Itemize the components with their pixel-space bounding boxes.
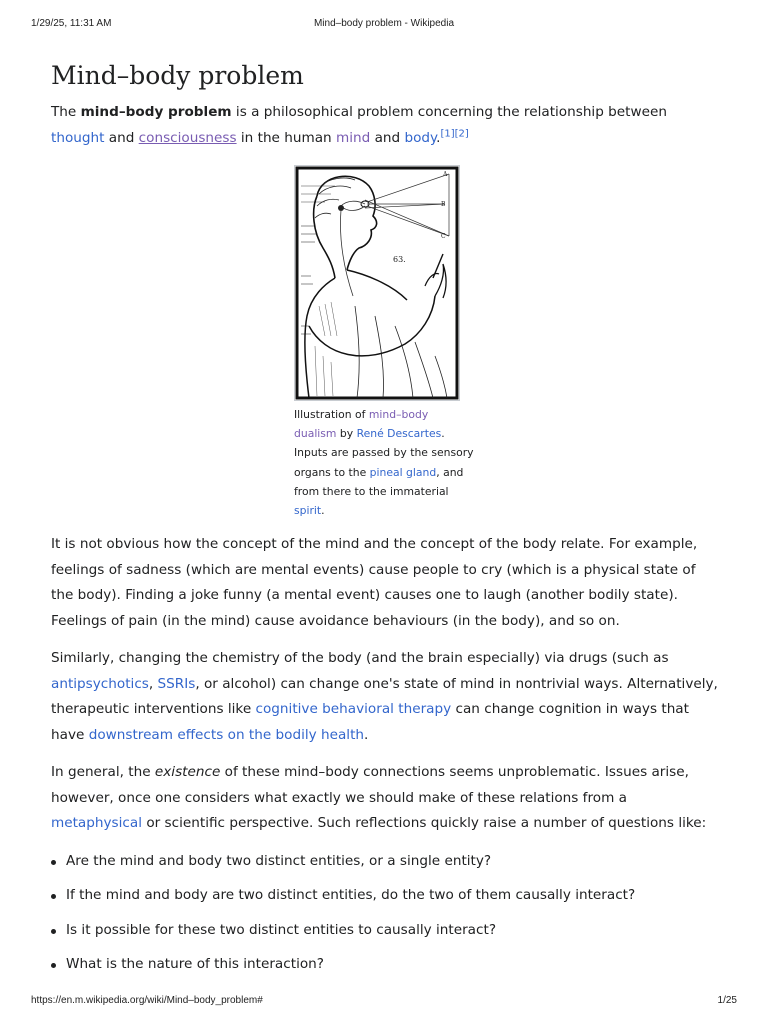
bullet-icon: [51, 894, 56, 899]
link-mind-body-dualism[interactable]: mind–body dualism: [294, 408, 429, 441]
figure-caption: Illustration of mind–body dualism by René Descartes. Inputs are passed by the sensory organs to the pineal gland, and from there to the immaterial spirit.: [294, 408, 474, 518]
link-consciousness[interactable]: consciousness: [138, 129, 237, 146]
reference-2[interactable]: [2]: [454, 127, 469, 139]
link-antipsychotics[interactable]: antipsychotics: [51, 675, 149, 692]
link-cognitive-behavioral-therapy[interactable]: cognitive behavioral therapy: [255, 701, 452, 718]
print-page-count: 1/25: [717, 995, 737, 1006]
paragraph-existence: In general, the existence of these mind–body connections seems unproblematic. Issues arise, however, once one considers what exactly we should make of these relations from a metaphysical or scientific perspective. Such reflections quickly raise a number of questions like:: [51, 764, 707, 832]
svg-text:C: C: [441, 233, 446, 240]
print-page-title: Mind–body problem - Wikipedia: [313, 18, 455, 29]
print-datetime: 1/29/25, 11:31 AM: [31, 18, 112, 29]
bullet-icon: [51, 963, 56, 968]
page-title: Mind–body problem: [51, 61, 304, 90]
bullet-icon: [51, 860, 56, 865]
link-body[interactable]: body: [404, 129, 437, 146]
link-spirit[interactable]: spirit: [294, 504, 322, 518]
descartes-figure: [294, 165, 474, 520]
link-mind[interactable]: mind: [335, 129, 371, 146]
article-content: [51, 58, 721, 987]
list-item: If the mind and body are two distinct entities, do the two of them causally interact?: [66, 883, 721, 909]
paragraph-chemistry: Similarly, changing the chemistry of the body (and the brain especially) via drugs (such as antipsychotics, SSRIs, or alcohol) can change one's state of mind in nontrivial ways. Alternatively, therapeutic interventions like cognitive behavioral therapy can change cognition in ways that have downstream effects on the bodily health.: [51, 650, 718, 743]
figure-number-label: 63.: [393, 255, 406, 264]
list-item: Is it possible for these two distinct entities to causally interact?: [66, 918, 721, 944]
print-footer: [31, 995, 737, 1009]
bullet-icon: [51, 929, 56, 934]
descartes-illustration[interactable]: [294, 165, 460, 401]
link-downstream-effects[interactable]: downstream effects on the bodily health: [88, 726, 365, 743]
print-url: https://en.m.wikipedia.org/wiki/Mind–body_problem#: [31, 995, 263, 1006]
link-ssris[interactable]: SSRIs: [157, 675, 196, 692]
list-item: What is the nature of this interaction?: [66, 952, 721, 978]
svg-text:B: B: [441, 201, 446, 208]
questions-list: [51, 849, 721, 978]
emphasis-existence: existence: [154, 764, 221, 781]
paragraph-mind-body-relation: It is not obvious how the concept of the mind and the concept of the body relate. For example, feelings of sadness (which are mental events) cause people to cry (which is a physical state of the body). Finding a joke funny (a mental event) causes one to laugh (another bodily state). Feelings of pain (in the mind) cause avoidance behaviours (in the body), and so on.: [51, 536, 698, 629]
link-metaphysical[interactable]: metaphysical: [51, 815, 142, 832]
link-rene-descartes[interactable]: René Descartes: [356, 427, 442, 441]
link-pineal-gland[interactable]: pineal gland: [369, 465, 437, 479]
link-thought[interactable]: thought: [51, 129, 105, 146]
reference-1[interactable]: [1]: [440, 127, 455, 139]
list-item: Are the mind and body two distinct entities, or a single entity?: [66, 849, 721, 875]
intro-paragraph: The mind–body problem is a philosophical problem concerning the relationship between thought and consciousness in the human mind and body.[1][2]: [51, 104, 667, 146]
svg-text:A: A: [443, 171, 448, 178]
print-header: [31, 18, 737, 32]
descartes-illustration-drawing: [295, 166, 459, 400]
bold-term: mind–body problem: [80, 104, 232, 120]
